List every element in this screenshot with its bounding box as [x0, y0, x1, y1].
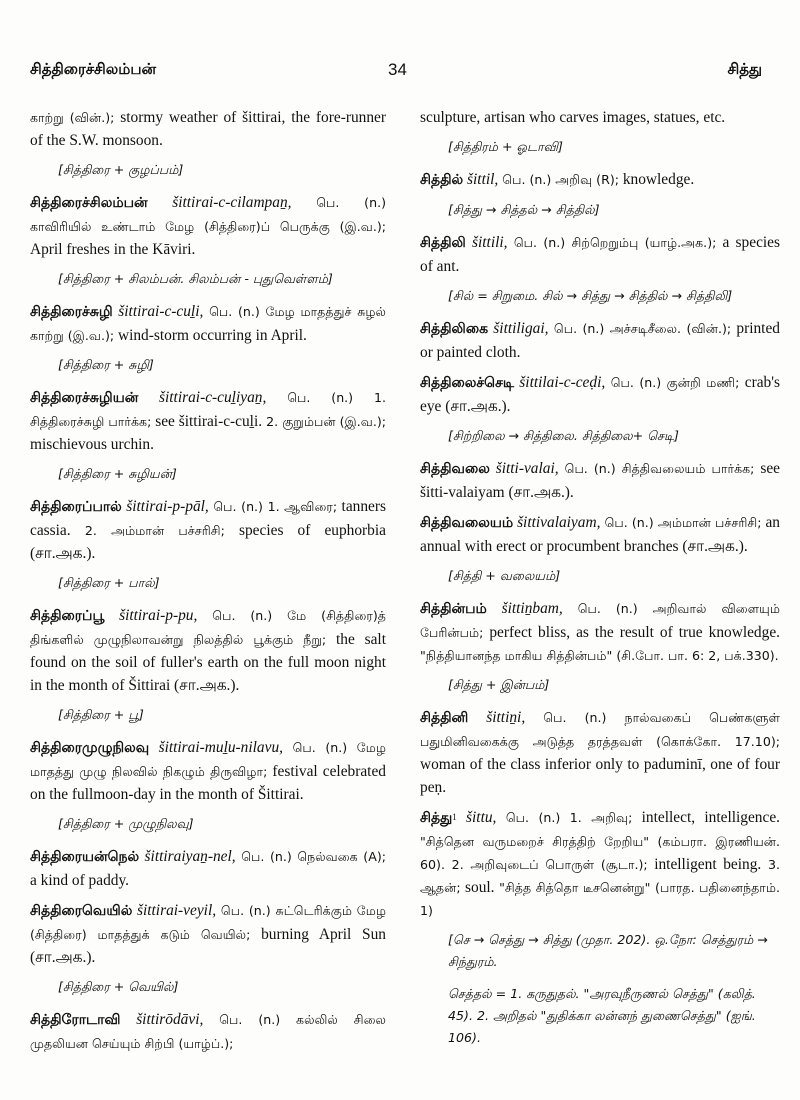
- entry: சித்து$^1$ šittu, பெ. (n.) 1. அறிவு; intellect, intelligence. "சித்தென வருமறைச் சிரத்திற் றேறிய" (கம்பரா. இரணியன். 60). 2. அறிவுடைப் பொருள் (சூடா.); intelligent being. 3. ஆதன்; soul. "சித்த சித்தொ டீசனென்று" (பாரத. பதினைந்தாம். 1): [420, 809, 781, 918]
- page-header: [0, 60, 800, 90]
- transliteration: šittirai-c-cuḻi,: [112, 303, 204, 320]
- entry: சித்திரைச்சிலம்பன் šittirai-c-cilampaṉ, பெ. (n.) காவிரியில் உண்டாம் மேழ (சித்திரை)ப் பெருக்கு (இ.வ.); April freshes in the Kāviri.: [30, 194, 386, 258]
- homonym-number: 1: [452, 812, 457, 822]
- transliteration: šittirōdāvi,: [120, 1011, 204, 1028]
- entry: சித்திலிகை šittiligai, பெ. (n.) அச்சடிசீலை. (வின்.); printed or painted cloth.: [420, 320, 780, 361]
- etymology: [சித்திரை + வெயில்]: [58, 979, 179, 994]
- entry: சித்தினி šittiṉi, பெ. (n.) நால்வகைப் பெண்களுள் பதுமினிவகைக்கு அடுத்த தரத்தவள் (கொக்கோ. 17.10); woman of the class inferior only to paduminī, one of four peṇ.: [420, 709, 780, 796]
- entry-continued: காற்று (வின்.); stormy weather of šittirai, the fore-runner of the S.W. monsoon.: [30, 109, 386, 149]
- headword: சித்து: [420, 810, 453, 826]
- headword: சித்திலி: [420, 235, 466, 251]
- etymology: [சித்திரை + சிலம்பன். சிலம்பன் - புதுவெள்ளம்]: [58, 271, 333, 286]
- headword: சித்திரைமுழுநிலவு: [30, 740, 150, 756]
- headword: சித்திரையன்நெல்: [30, 849, 140, 865]
- headword: சித்திரைவெயில்: [30, 903, 133, 919]
- entry: சித்திவலை šitti-valai, பெ. (n.) சித்திவலையம் பார்க்க; see šitti-valaiyam (சா.அக.).: [420, 460, 780, 501]
- etymology: [சித்திரை + பூ]: [58, 707, 144, 722]
- transliteration: šittirai-c-cilampaṉ,: [147, 194, 292, 211]
- entry: சித்திரைவெயில் šittirai-veyil, பெ. (n.) சுட்டெரிக்கும் மேழ (சித்திரை) மாதத்துக் கடும் வெயில்; burning April Sun (சா.அக.).: [30, 902, 387, 966]
- transliteration: šittilai-c-ceḍi,: [513, 374, 606, 391]
- headword: சித்தில்: [420, 172, 464, 188]
- headword: சித்திவலையம்: [420, 515, 514, 531]
- transliteration: šittirai-c-cuḻiyaṉ,: [138, 389, 267, 406]
- entry-continued: sculpture, artisan who carves images, statues, etc.: [420, 109, 726, 126]
- transliteration: šittirai-p-pāl,: [121, 498, 209, 515]
- headword: சித்திரைப்பால்: [30, 499, 122, 515]
- etymology-note: செத்தல் = 1. கருதுதல். "அரவுநீருணல் செத்து" (கலித். 45). 2. அறிதல் "துதிக்கா லன்னந் துணைசெத்து" (ஐங். 106).: [448, 986, 756, 1045]
- transliteration: šittirai-muḻu-nilavu,: [149, 739, 283, 756]
- transliteration: šittirai-veyil,: [132, 902, 217, 919]
- entry: சித்தில் šittil, பெ. (n.) அறிவு (R); knowledge.: [420, 171, 695, 188]
- entry: சித்திரோடாவி šittirōdāvi, பெ. (n.) கல்லில் சிலை முதலியன செய்யும் சிற்பி (யாழ்ப்.);: [30, 1011, 386, 1051]
- entry: சித்திரைப்பூ šittirai-p-pu, பெ. (n.) மே (சித்திரை)த் திங்களில் முழுநிலாவன்று நிலத்தில் பூக்கும் நீறு; the salt found on the soil of fuller's earth on the full moon night in the month of Šittirai (சா.அக.).: [30, 607, 386, 694]
- etymology: [செ → செத்து → சித்து (முதா. 202). ஒ.நோ: செத்துரம் → சிந்துரம்.: [448, 932, 768, 969]
- transliteration: šittivalaiyam,: [513, 514, 601, 531]
- transliteration: šittiligai,: [488, 320, 549, 337]
- etymology: [சித்தி + வலையம்]: [448, 568, 561, 583]
- entry: சித்திரையன்நெல் šittiraiyaṉ-nel, பெ. (n.) நெல்வகை (A); a kind of paddy.: [30, 848, 386, 889]
- entry: சித்தின்பம் šittiṉbam, பெ. (n.) அறிவால் விளையும் பேரின்பம்; perfect bliss, as the result of true knowledge. "நித்தியானந்த மாகிய சித்தின்பம்" (சி.போ. பா. 6: 2, பக்.330).: [420, 600, 780, 663]
- etymology: [சித்து → சித்தல் → சித்தில்]: [448, 202, 600, 217]
- headword: சித்திலிகை: [420, 321, 489, 337]
- entry: சித்திரைச்சுழி šittirai-c-cuḻi, பெ. (n.) மேழ மாதத்துச் சுழல் காற்று (இ.வ.); wind-storm occurring in April.: [30, 303, 386, 344]
- etymology: [சித்திரை + குழப்பம்]: [58, 162, 184, 177]
- left-column: [30, 106, 386, 1062]
- headword: சித்திரைப்பூ: [30, 608, 105, 624]
- transliteration: šittili,: [465, 234, 508, 251]
- headword: சித்தின்பம்: [420, 601, 487, 617]
- right-column: [420, 106, 780, 1059]
- entry: சித்திரைமுழுநிலவு šittirai-muḻu-nilavu, பெ. (n.) மேழ மாதத்து முழு நிலவில் நிகழும் திருவிழா; festival celebrated on the fullmoon-day in the month of Šittirai.: [30, 739, 386, 803]
- header-right-word: சித்து: [727, 60, 762, 78]
- transliteration: šittiṉi,: [468, 709, 526, 726]
- transliteration: šittiraiyaṉ-nel,: [139, 848, 236, 865]
- etymology: [சித்திரம் + ஓடாவி]: [448, 139, 563, 154]
- etymology: [சித்திரை + பால்]: [58, 575, 160, 590]
- etymology: [சிற்றிலை → சித்திலை. சித்திலை+ செடி]: [448, 428, 679, 443]
- header-left-word: சித்திரைச்சிலம்பன்: [30, 60, 157, 78]
- headword: சித்திரைச்சுழி: [30, 304, 113, 320]
- entry: சித்திலைச்செடி šittilai-c-ceḍi, பெ. (n.) குன்றி மணி; crab's eye (சா.அக.).: [420, 374, 780, 415]
- etymology: [சித்து + இன்பம்]: [448, 677, 550, 692]
- headword: சித்திலைச்செடி: [420, 375, 514, 391]
- etymology: [சித்திரை + சுழியன்]: [58, 466, 177, 481]
- headword: சித்தினி: [420, 710, 469, 726]
- entry: சித்திலி šittili, பெ. (n.) சிற்றெறும்பு (யாழ்.அக.); a species of ant.: [420, 234, 781, 275]
- etymology: [சில் = சிறுமை. சில் → சித்து → சித்தில் → சித்திலி]: [448, 288, 733, 303]
- entry: சித்திவலையம் šittivalaiyam, பெ. (n.) அம்மான் பச்சரிசி; an annual with erect or procumbent branches (சா.அக.).: [420, 514, 781, 555]
- transliteration: šittu,: [456, 809, 497, 826]
- transliteration: šitti-valai,: [489, 460, 559, 477]
- entry: சித்திரைச்சுழியன் šittirai-c-cuḻiyaṉ, பெ. (n.) 1. சித்திரைச்சுழி பார்க்க; see šittirai-c-cuḻi. 2. குறும்பன் (இ.வ.); mischievous urchin.: [30, 389, 386, 453]
- transliteration: šittiṉbam,: [486, 600, 563, 617]
- transliteration: šittirai-p-pu,: [104, 607, 198, 624]
- headword: சித்திரைச்சிலம்பன்: [30, 195, 148, 211]
- transliteration: šittil,: [463, 171, 499, 188]
- page-number: 34: [388, 60, 407, 79]
- etymology: [சித்திரை + சுழி]: [58, 357, 154, 372]
- headword: சித்திரைச்சுழியன்: [30, 390, 139, 406]
- headword: சித்திரோடாவி: [30, 1012, 121, 1028]
- headword: சித்திவலை: [420, 461, 490, 477]
- entry: சித்திரைப்பால் šittirai-p-pāl, பெ. (n.) 1. ஆவிரை; tanners cassia. 2. அம்மான் பச்சரிசி; species of euphorbia (சா.அக.).: [30, 498, 386, 562]
- etymology: [சித்திரை + முழுநிலவு]: [58, 816, 194, 831]
